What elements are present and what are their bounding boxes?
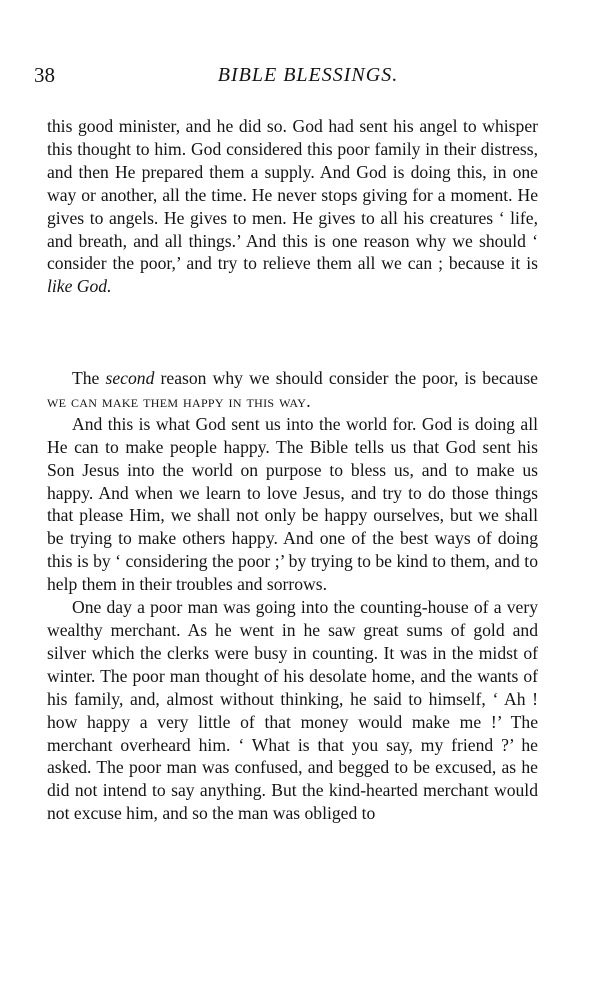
italic-emphasis: second bbox=[105, 368, 155, 388]
italic-emphasis: like God. bbox=[47, 276, 112, 297]
text-block-top bbox=[47, 115, 538, 298]
paragraph-continuation bbox=[47, 115, 538, 298]
paragraph-text: reason why we should consider the poor, is because bbox=[154, 368, 538, 388]
paragraph-second-reason bbox=[47, 367, 538, 413]
paragraph-purpose: And this is what God sent us into the world for. God is doing all He can to make people happy. The Bible tells us that God sent his Son Jesus into the world on purpose to bless us, and to make us happy. And when we learn to love Jesus, and try to do those things that please Him, we shall not only be happy ourselves, but we shall be trying to make others happy. And one of the best ways of doing this is by ‘ considering the poor ;’ by trying to be kind to them, and to help them in their troubles and sorrows. bbox=[47, 413, 538, 595]
running-title: BIBLE BLESSINGS. bbox=[217, 64, 399, 86]
page-number: 38 bbox=[34, 63, 55, 87]
paragraph-text: this good minister, and he did so. God had sent his angel to whisper this thought to him. God considered this poor family in their distress, and then He prepared them a supply. And God is doing this, in one way or another, all the time. He never stops giving for a moment. He gives to angels. He gives to men. He gives to all his creatures ‘ life, and breath, and all things.’ And this is one reason why we should ‘ consider the poor,’ and try to relieve them all we can ; because it is bbox=[47, 116, 538, 274]
small-caps-phrase: we can make them happy in this way. bbox=[47, 390, 311, 411]
page-header bbox=[34, 60, 542, 90]
text-block-main bbox=[47, 367, 538, 825]
paragraph-merchant-story: One day a poor man was going into the counting-house of a very wealthy merchant. As he went in he saw great sums of gold and silver which the clerks were busy in counting. It was in the midst of winter. The poor man thought of his desolate home, and the wants of his family, and, almost without thinking, he said to himself, ‘ Ah ! how happy a very little of that money would make me !’ The merchant overheard him. ‘ What is that you say, my friend ?’ he asked. The poor man was confused, and begged to be excused, as he did not intend to say anything. But the kind-hearted merchant would not excuse him, and so the man was obliged to bbox=[47, 597, 538, 824]
paragraph-text: The bbox=[72, 368, 106, 388]
